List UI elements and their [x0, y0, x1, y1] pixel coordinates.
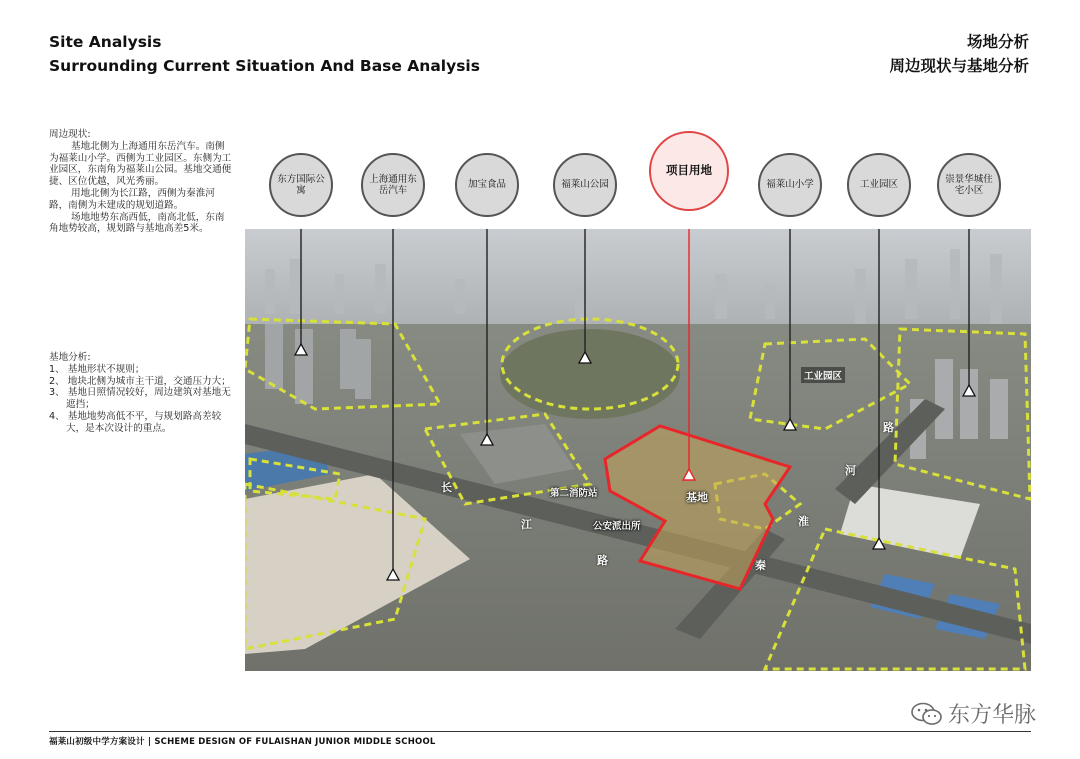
- base-analysis-item: 4、 基地地势高低不平，与规划路高差较大，是本次设计的重点。: [49, 410, 222, 434]
- footer-text: 福莱山初级中学方案设计 | SCHEME DESIGN OF FULAISHAN JUNIOR MIDDLE SCHOOL: [49, 737, 436, 747]
- surroundings-paragraph-2: 用地北侧为长江路，西侧为秦淮河路，南侧为未建成的规划道路。: [49, 187, 215, 211]
- photo-label-site: 基地: [686, 491, 708, 504]
- road-label-qinhuai: 秦: [755, 559, 766, 572]
- footer-divider: [49, 731, 1031, 732]
- title-cn-line-1: 场地分析: [966, 33, 1029, 51]
- base-analysis-item: 3、 基地日照情况较好，周边建筑对基地无遮挡；: [49, 387, 231, 411]
- callout-fulaishan-primary-school: 福莱山小学: [758, 153, 822, 217]
- aerial-photo: [245, 229, 1031, 671]
- title-en-line-2: Surrounding Current Situation And Base Analysis: [49, 57, 480, 75]
- road-label-changjiang: 长: [441, 481, 452, 494]
- base-analysis-item: 1、 基地形状不规则；: [49, 363, 145, 375]
- surroundings-text: [49, 129, 234, 235]
- road-label-qinhuai: 河: [845, 464, 856, 477]
- wechat-icon: [910, 701, 944, 727]
- surroundings-paragraph-3: 场地地势东高西低，南高北低，东南角地势较高，规划路与基地高差5米。: [49, 211, 225, 235]
- aerial-photo-illustration: [245, 229, 1031, 671]
- title-en: [49, 30, 480, 78]
- road-label-qinhuai: 路: [883, 421, 894, 434]
- title-en-line-1: Site Analysis: [49, 33, 162, 51]
- base-analysis-heading: 基地分析:: [49, 352, 91, 363]
- road-label-qinhuai: 淮: [798, 515, 809, 528]
- surroundings-paragraph-1: 基地北侧为上海通用东岳汽车。南侧为福莱山小学。西侧为工业园区。东侧为工业园区，东南角为福莱山公园。基地交通便捷、区位优越，风光秀丽。: [49, 140, 232, 188]
- callout-dongfang-apartment: 东方国际公寓: [269, 153, 333, 217]
- title-cn: [889, 30, 1029, 78]
- photo-label-industrial-park: 工业园区: [801, 367, 845, 383]
- callout-industrial-park: 工业园区: [847, 153, 911, 217]
- photo-label-fire-station: 第二消防站: [550, 488, 598, 499]
- callout-shanghai-gm-dongyue: 上海通用东岳汽车: [361, 153, 425, 217]
- watermark-text: 东方华脉: [947, 703, 1036, 728]
- callout-fulaishan-park: 福莱山公园: [553, 153, 617, 217]
- callout-jiabao-food: 加宝食品: [455, 153, 519, 217]
- surroundings-heading: 周边现状:: [49, 129, 91, 140]
- base-analysis-item: 2、 地块北侧为城市主干道，交通压力大；: [49, 375, 231, 387]
- base-analysis-text: [49, 352, 234, 435]
- title-cn-line-2: 周边现状与基地分析: [889, 57, 1029, 75]
- callout-project-site: 项目用地: [649, 131, 729, 211]
- callout-chongjing-huacheng: 崇景华城住宅小区: [937, 153, 1001, 217]
- road-label-changjiang: 路: [597, 554, 608, 567]
- road-label-changjiang: 江: [521, 518, 532, 531]
- photo-label-police-station: 公安派出所: [593, 521, 641, 532]
- watermark: [910, 698, 1036, 729]
